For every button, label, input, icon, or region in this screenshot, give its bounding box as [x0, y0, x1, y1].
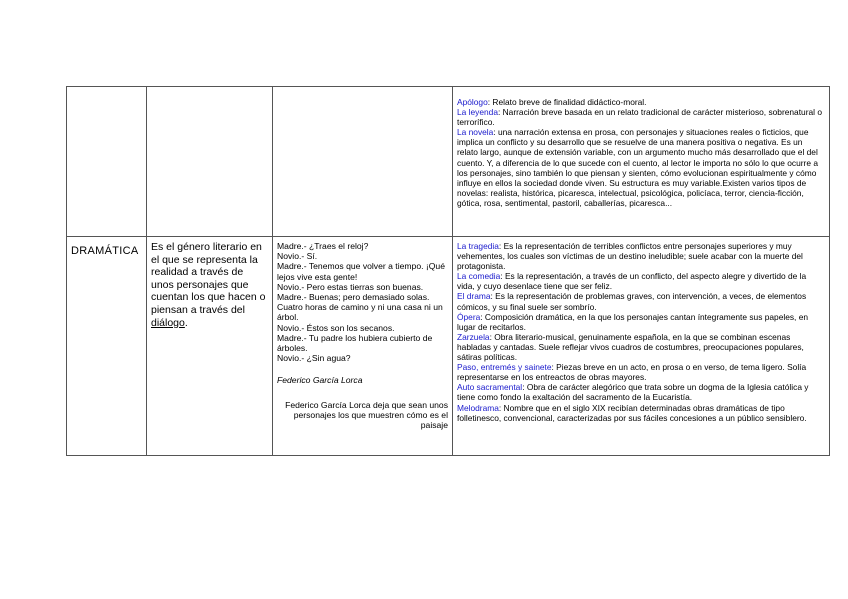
type-description: : una narración extensa en prosa, con personajes y situaciones reales o ficticios, que implica un conflicto y su desarrollo que se resuelve de una manera positiva o negativa. Es un relato largo, aunque de extensión variable, con un argumento mucho más desarrollado que el del cuento. Y, a diferencia de lo que sucede con el cuento, al lector le importa no sólo lo que ocurre a los personajes, sino también lo que piensan y sienten, cómo evolucionan espiritualmente y cómo influye en ellos la sociedad donde viven. Su estructura es muy variable.Existen varios tipos de novelas: realista, histórica, picaresca, intelectual, psicológica, policíaca, terror, ciencia-ficción, gótica, rosa, sentimental, pastoril, caballerías, picaresca...	[457, 127, 818, 208]
dialog-line: Novio.- Éstos son los secanos.	[277, 322, 395, 333]
type-description: : Es la representación de problemas graves, con intervención, a veces, de elementos cómicos, y su final suele ser sombrío.	[457, 291, 807, 312]
dialog-line: Novio.- Sí.	[277, 251, 318, 262]
type-description: : Relato breve de finalidad didáctico-moral.	[487, 97, 647, 107]
definition-end: .	[184, 316, 188, 329]
type-term: La leyenda	[457, 107, 498, 118]
list-item	[457, 271, 825, 291]
type-description: : Piezas breve en un acto, en prosa o en verso, de tema ligero. Solía representarse en los entreactos de obras mayores.	[457, 362, 807, 383]
definition-text: Es el género literario en el que se representa la realidad a través de unos personajes que cuentan los que hacen o piensan a través del	[151, 241, 266, 316]
author-name: Federico García Lorca	[277, 375, 363, 386]
type-term: Melodrama	[457, 402, 499, 413]
genre-cell	[67, 87, 147, 237]
type-term: Ópera	[457, 311, 481, 322]
definition-underlined-word: diálogo	[151, 316, 185, 329]
types-cell	[453, 87, 830, 237]
type-description: : Es la representación, a través de un conflicto, del aspecto alegre y divertido de la vida, y cuyo desenlace tiene que ser feliz.	[457, 271, 807, 292]
list-item	[457, 382, 825, 402]
list-item	[457, 97, 825, 107]
definition-cell	[147, 237, 273, 456]
type-description: : Narración breve basada en un relato tradicional de carácter misterioso, sobrenatural o terrorífico.	[457, 107, 822, 128]
type-description: : Composición dramática, en la que los personajes cantan íntegramente sus papeles, en lugar de recitarlos.	[457, 311, 809, 332]
example-cell	[273, 237, 453, 456]
list-item	[457, 362, 825, 382]
table-row	[67, 237, 830, 456]
list-item	[457, 107, 825, 127]
types-list	[457, 241, 825, 423]
list-item	[457, 403, 825, 423]
dialog-line: Madre.- Tu padre los hubiera cubierto de árboles.	[277, 332, 433, 354]
dialog-line: Madre.- Tenemos que volver a tiempo. ¡Qué lejos vive esta gente!	[277, 261, 445, 282]
example-cell	[273, 87, 453, 237]
dialog-line: Madre.- Buenas; pero demasiado solas. Cuatro horas de camino y ni una casa ni un árbol.	[277, 292, 443, 323]
type-term: La comedia	[457, 271, 501, 282]
dialog-line: Madre.- ¿Traes el reloj?	[277, 241, 369, 251]
types-list	[457, 97, 825, 208]
type-description: : Obra de carácter alegórico que trata sobre un dogma de la Iglesia católica y tiene como fondo la exaltación del sacramento de la Eucaristía.	[457, 382, 809, 403]
list-item	[457, 332, 825, 362]
list-item	[457, 312, 825, 332]
genre-name: DRAMÁTICA	[71, 245, 139, 257]
list-item	[457, 127, 825, 208]
list-item	[457, 241, 825, 271]
type-term: La tragedia	[457, 241, 499, 251]
type-description: : Obra literario-musical, genuinamente española, en la que se combinan escenas habladas y cantadas. Suele reflejar vivos cuadros de costumbres, preocupaciones populares, sátiras políticas.	[457, 331, 804, 363]
type-term: Auto sacramental	[457, 382, 523, 393]
type-term: Zarzuela	[457, 331, 490, 342]
genre-definition	[151, 241, 268, 329]
table-row	[67, 87, 830, 237]
type-term: Apólogo	[457, 97, 488, 107]
genre-cell	[67, 237, 147, 456]
dialog-excerpt	[277, 241, 448, 431]
dialog-line: Novio.- ¿Sin agua?	[277, 353, 351, 364]
type-description: : Nombre que en el siglo XIX recibían determinadas obras dramáticas de tipo folletinesco, convencional, caracterizadas por sus fáciles concesiones a un público sensiblero.	[457, 402, 807, 423]
genres-table	[66, 86, 830, 456]
commentary-note: Federico García Lorca deja que sean unos personajes los que muestren cómo es el paisaje	[285, 399, 448, 431]
type-term: Paso, entremés y sainete	[457, 362, 552, 373]
type-description: : Es la representación de terribles conflictos entre personajes superiores y muy vehementes, los cuales son víctimas de un destino ineludible; suele acabar con la muerte del protagonista.	[457, 241, 803, 272]
list-item	[457, 291, 825, 311]
dialog-line: Novio.- Pero estas tierras son buenas.	[277, 281, 424, 292]
type-term: El drama	[457, 291, 491, 302]
types-cell	[453, 237, 830, 456]
definition-cell	[147, 87, 273, 237]
type-term: La novela	[457, 127, 494, 138]
